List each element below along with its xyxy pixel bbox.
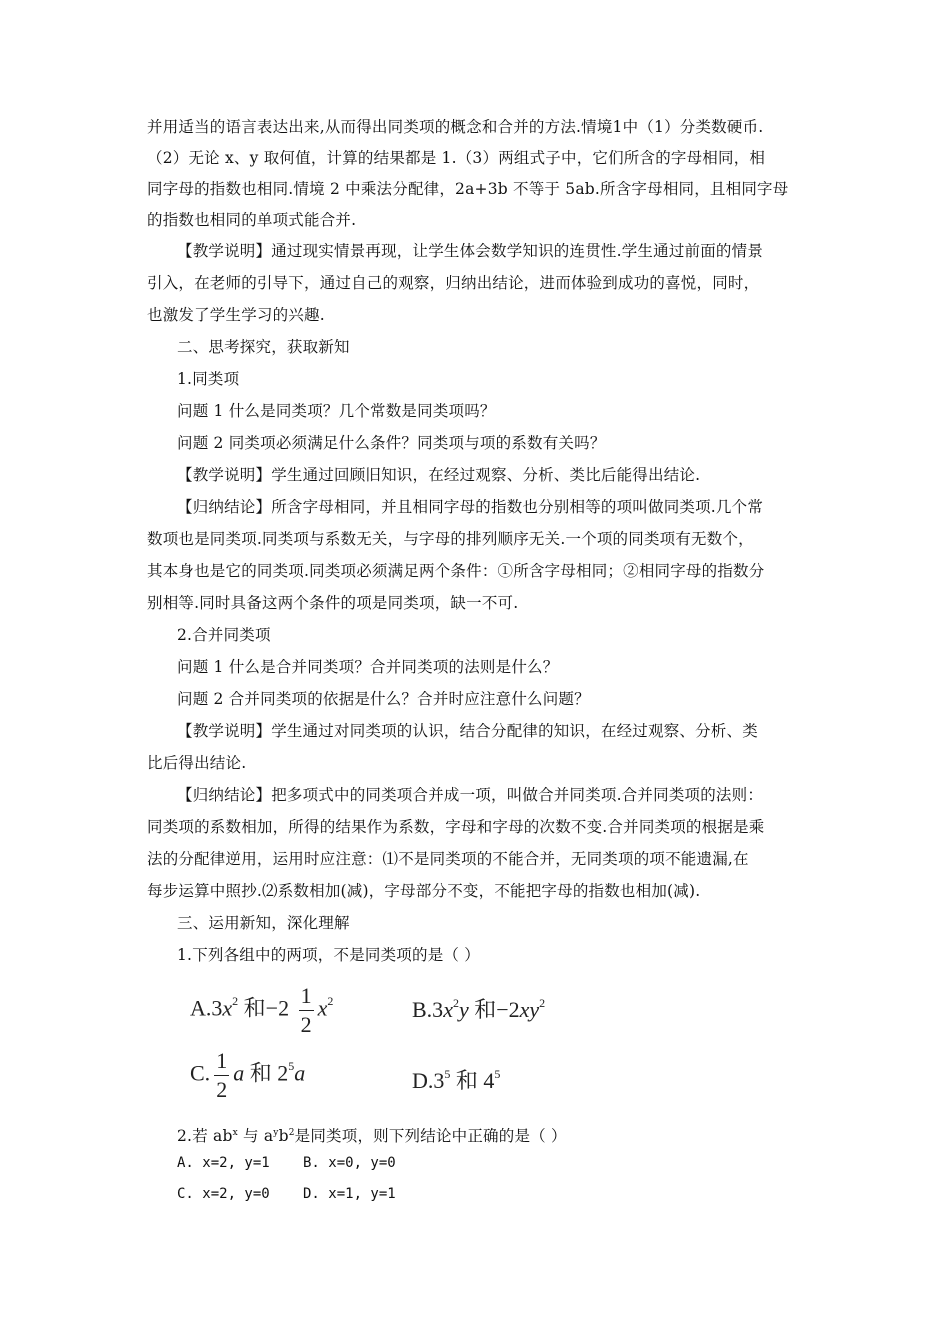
question-2-stem: 2.若 $ab^x$ 与 $a^yb^2$是同类项，则下列结论中正确的是（ ） — [177, 1127, 567, 1146]
paragraph-line: 每步运算中照抄.⑵系数相加(减)，字母部分不变，不能把字母的指数也相加(减). — [147, 882, 701, 900]
question-line: 问题 1 什么是同类项？几个常数是同类项吗？ — [177, 402, 496, 420]
question-line: 问题 2 合并同类项的依据是什么？合并时应注意什么问题？ — [177, 690, 590, 708]
q2-option-a: A. x=2, y=1 — [177, 1155, 270, 1171]
paragraph-line: 同类项的系数相加，所得的结果作为系数，字母和字母的次数不变.合并同类项的根据是乘 — [147, 818, 765, 836]
question-line: 1.下列各组中的两项，不是同类项的是（ ） — [177, 946, 480, 964]
question-line: 问题 2 同类项必须满足什么条件？同类项与项的系数有关吗？ — [177, 434, 606, 452]
paragraph-line: 【归纳结论】所含字母相同，并且相同字母的指数也分别相等的项叫做同类项.几个常 — [177, 498, 764, 516]
subsection-heading: 2.合并同类项 — [177, 626, 271, 644]
paragraph-line: 同字母的指数也相同.情境 2 中乘法分配律，2a+3b 不等于 5ab.所含字母相同，且相同字母 — [147, 180, 789, 198]
subsection-heading: 1.同类项 — [177, 370, 240, 388]
q2-option-b: B. x=0, y=0 — [303, 1155, 396, 1171]
option-b: $B.3x^2y$ 和$-2xy^2$ — [412, 995, 546, 1022]
paragraph-line: 【归纳结论】把多项式中的同类项合并成一项，叫做合并同类项.合并同类项的法则： — [177, 786, 764, 804]
paragraph-line: 数项也是同类项.同类项与系数无关，与字母的排列顺序无关.一个项的同类项有无数个， — [147, 530, 754, 548]
paragraph-line: 别相等.同时具备这两个条件的项是同类项，缺一不可. — [147, 594, 519, 612]
paragraph-line: 的指数也相同的单项式能合并. — [147, 211, 357, 229]
paragraph-line: 并用适当的语言表达出来,从而得出同类项的概念和合并的方法.情境1中（1）分类数硬币. — [147, 118, 764, 136]
question-line: 问题 1 什么是合并同类项？合并同类项的法则是什么？ — [177, 658, 559, 676]
paragraph-line: （2）无论 x、y 取何值，计算的结果都是 1.（3）两组式子中，它们所含的字母相同，相 — [147, 149, 766, 167]
q2-option-d: D. x=1, y=1 — [303, 1186, 396, 1202]
q2-option-c: C. x=2, y=0 — [177, 1186, 270, 1202]
paragraph-line: 【教学说明】学生通过对同类项的认识，结合分配律的知识，在经过观察、分析、类 — [177, 722, 758, 740]
paragraph-line: 引入，在老师的引导下，通过自己的观察，归纳出结论，进而体验到成功的喜悦，同时， — [147, 274, 760, 292]
fraction: $\frac{1}{2}$ — [300, 983, 312, 1037]
option-c: C. $\frac{1}{2}$ a 和 $2^5a$ — [190, 1048, 306, 1102]
paragraph-line: 比后得出结论. — [147, 754, 247, 772]
paragraph-line: 其本身也是它的同类项.同类项必须满足两个条件：①所含字母相同；②相同字母的指数分 — [147, 562, 765, 580]
paragraph-line: 也激发了学生学习的兴趣. — [147, 306, 325, 324]
section-heading: 二、思考探究，获取新知 — [177, 338, 350, 356]
fraction: $\frac{1}{2}$ — [216, 1048, 228, 1102]
option-a: $A.3x^2$ 和−2 $\frac{1}{2}$ $x^2$ — [190, 983, 334, 1037]
option-d: $D.3^5$ 和 $4^5$ — [412, 1066, 501, 1093]
paragraph-line: 【教学说明】学生通过回顾旧知识，在经过观察、分析、类比后能得出结论. — [177, 466, 701, 484]
section-heading: 三、运用新知，深化理解 — [177, 914, 350, 932]
paragraph-line: 法的分配律逆用，运用时应注意：⑴不是同类项的不能合并，无同类项的项不能遗漏,在 — [147, 850, 749, 868]
paragraph-line: 【教学说明】通过现实情景再现，让学生体会数学知识的连贯性.学生通过前面的情景 — [177, 242, 764, 260]
